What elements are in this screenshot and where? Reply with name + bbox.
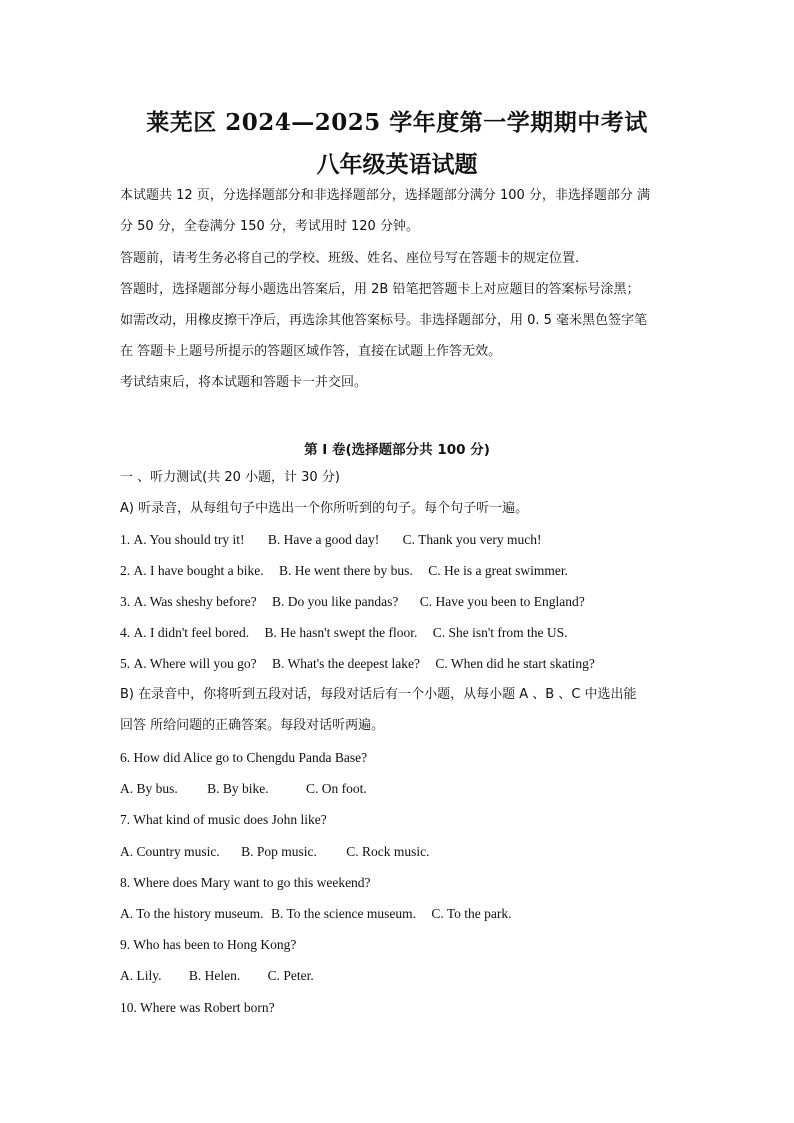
- option-c: C. On foot.: [306, 781, 367, 796]
- question-row: [120, 593, 585, 611]
- question-text: 9. Who has been to Hong Kong?: [120, 937, 297, 952]
- question-row: [120, 562, 568, 580]
- question-row: [120, 624, 568, 642]
- option-b: B. Have a good day!: [267, 532, 380, 547]
- part-a-instruction: A) 听录音，从每组句子中选出一个你所听到的句子。每个句子听一遍。: [120, 501, 529, 516]
- question-number: 2.: [120, 563, 131, 578]
- option-a: A. I have bought a bike.: [133, 563, 264, 578]
- question-row: [120, 655, 595, 673]
- option-c: C. She isn't from the US.: [432, 625, 568, 640]
- option-a: A. Country music.: [120, 844, 220, 859]
- part-one-heading: 一 、听力测试(共 20 小题，计 30 分): [120, 470, 340, 485]
- option-a: A. I didn't feel bored.: [133, 625, 250, 640]
- option-b: B. What's the deepest lake?: [271, 656, 420, 671]
- option-c: C. Have you been to England?: [419, 594, 585, 609]
- option-a: A. Where will you go?: [133, 656, 257, 671]
- instruction-line: 如需改动，用橡皮擦干净后，再选涂其他答案标号。非选择题部分，用 0. 5 毫米黑色签字笔: [120, 313, 648, 328]
- option-b: B. By bike.: [207, 781, 269, 796]
- option-b: B. Pop music.: [241, 844, 317, 859]
- option-a: A. Lily.: [120, 968, 162, 983]
- instruction-line: 本试题共 12 页，分选择题部分和非选择题部分，选择题部分满分 100 分，非选择题部分 满: [120, 188, 651, 203]
- section-heading: 第 I 卷(选择题部分共 100 分): [304, 442, 490, 458]
- part-b-instruction: B) 在录音中，你将听到五段对话，每段对话后有一个小题，从每小题 A 、B 、C 中选出能: [120, 687, 637, 702]
- option-c: C. He is a great swimmer.: [428, 563, 569, 578]
- instruction-line: 答题前，请考生务必将自己的学校、班级、姓名、座位号写在答题卡的规定位置.: [120, 251, 580, 266]
- option-c: C. Peter.: [267, 968, 314, 983]
- option-b: B. Helen.: [188, 968, 241, 983]
- question-number: 5.: [120, 656, 131, 671]
- question-row: [120, 531, 541, 549]
- answer-options: [120, 967, 314, 985]
- option-a: A. To the history museum.: [120, 906, 264, 921]
- option-a: A. Was sheshy before?: [133, 594, 257, 609]
- answer-options: [120, 843, 430, 861]
- part-b-instruction-cont: 回答 所给问题的正确答案。每段对话听两遍。: [120, 718, 385, 733]
- question-text: 10. Where was Robert born?: [120, 1000, 275, 1015]
- question-text: 6. How did Alice go to Chengdu Panda Base?: [120, 750, 368, 765]
- option-b: B. Do you like pandas?: [272, 594, 399, 609]
- instruction-line: 在 答题卡上题号所提示的答题区域作答，直接在试题上作答无效。: [120, 344, 502, 359]
- option-b: B. He hasn't swept the floor.: [264, 625, 418, 640]
- option-c: C. Thank you very much!: [402, 532, 542, 547]
- question-number: 1.: [120, 532, 131, 547]
- question-text: 7. What kind of music does John like?: [120, 812, 327, 827]
- option-c: C. To the park.: [431, 906, 512, 921]
- answer-options: [120, 780, 367, 798]
- question-number: 3.: [120, 594, 131, 609]
- instruction-line: 分 50 分，全卷满分 150 分，考试用时 120 分钟。: [120, 219, 419, 234]
- option-a: A. By bus.: [120, 781, 178, 796]
- question-number: 4.: [120, 625, 131, 640]
- answer-options: [120, 905, 512, 923]
- option-a: A. You should try it!: [133, 532, 245, 547]
- question-text: 8. Where does Mary want to go this weekend?: [120, 875, 371, 890]
- instruction-line: 答题时，选择题部分每小题选出答案后，用 2B 铅笔把答题卡上对应题目的答案标号涂黑；: [120, 282, 640, 297]
- instruction-line: 考试结束后，将本试题和答题卡一并交回。: [120, 375, 368, 390]
- exam-subtitle: 八年级英语试题: [316, 151, 478, 178]
- option-c: C. When did he start skating?: [435, 656, 595, 671]
- option-c: C. Rock music.: [346, 844, 430, 859]
- exam-title: 莱芜区 2024—2025 学年度第一学期期中考试: [146, 109, 648, 136]
- option-b: B. He went there by bus.: [278, 563, 413, 578]
- option-b: B. To the science museum.: [270, 906, 416, 921]
